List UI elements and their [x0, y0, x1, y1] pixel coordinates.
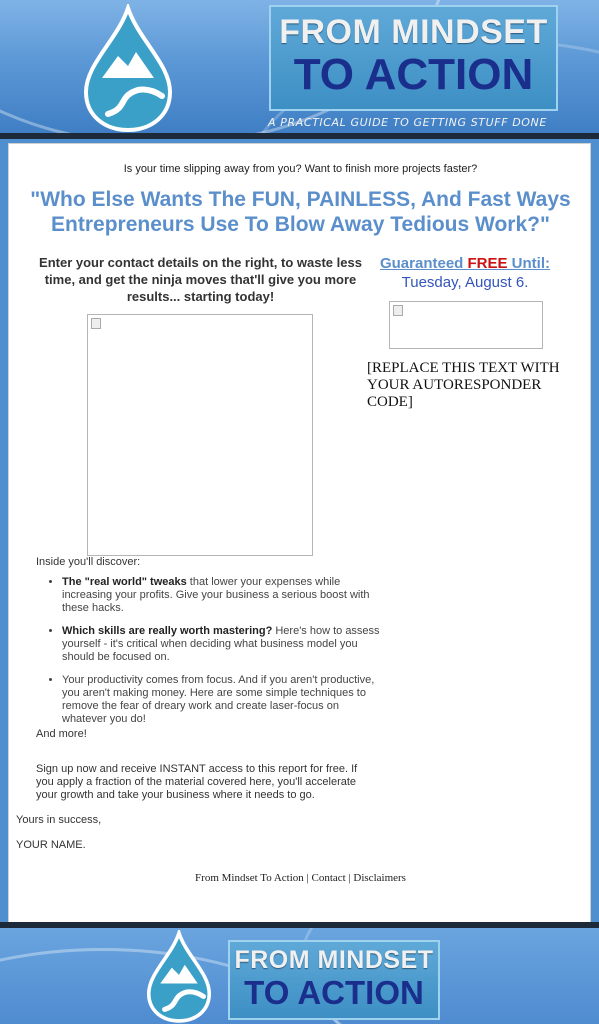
autoresponder-placeholder: [REPLACE THIS TEXT WITH YOUR AUTORESPONDER CODE]	[367, 360, 560, 410]
bullet-text: that lower your expenses while increasing your profits. Give your business a serious boost with these hacks.	[62, 576, 370, 614]
bullet-text: Your productivity comes from focus. And if you aren't productive, you aren't making money. Here are some simple techniques to remove the fear of dreary work and create laser-focus on whatever you do!	[62, 674, 375, 725]
contact-link[interactable]: Contact	[311, 872, 346, 884]
broken-image-icon	[91, 318, 101, 329]
list-item	[62, 576, 382, 615]
logo-line2: TO ACTION	[293, 50, 534, 99]
author-name: YOUR NAME.	[16, 839, 86, 851]
separator: |	[345, 872, 354, 884]
guarantee-link[interactable]	[380, 255, 550, 272]
and-more: And more!	[36, 728, 87, 740]
footer-banner	[0, 928, 599, 1024]
water-drop-mountain-icon	[78, 4, 178, 134]
main-content	[8, 143, 591, 923]
logo-line1: FROM MINDSET	[279, 13, 548, 51]
disclaimers-link[interactable]: Disclaimers	[353, 872, 406, 884]
footer-links	[9, 872, 592, 884]
guarantee-suffix: Until:	[507, 255, 551, 272]
header-banner	[0, 0, 599, 135]
logo[interactable]	[269, 5, 558, 111]
bullet-bold: The "real world" tweaks	[62, 576, 187, 588]
signoff: Yours in success,	[16, 814, 102, 826]
logo-line1: FROM MINDSET	[234, 946, 434, 974]
free-label: FREE	[467, 255, 508, 272]
intro-text: Enter your contact details on the right, to waste less time, and get the ninja moves that'll give you more results... starting today!	[39, 255, 362, 304]
optin-form-image[interactable]	[389, 301, 543, 349]
subheadline: Is your time slipping away from you? Want to finish more projects faster?	[123, 163, 478, 175]
benefits-list	[36, 576, 382, 736]
discover-label: Inside you'll discover:	[36, 556, 141, 568]
headline: "Who Else Wants The FUN, PAINLESS, And Fast Ways Entrepreneurs Use To Blow Away Tedious Work?"	[30, 188, 571, 236]
bullet-text: Here's how to assess yourself - it's critical when deciding what business model you should be focused on.	[62, 625, 380, 663]
site-link[interactable]: From Mindset To Action	[195, 872, 304, 884]
broken-image-icon	[393, 305, 403, 316]
footer-logo[interactable]	[228, 940, 440, 1020]
logo-line2: TO ACTION	[244, 974, 424, 1011]
product-cover-image	[87, 314, 313, 556]
tagline: A PRACTICAL GUIDE TO GETTING STUFF DONE	[268, 116, 547, 129]
bullet-bold: Which skills are really worth mastering?	[62, 625, 273, 637]
guarantee-prefix: Guaranteed	[379, 255, 468, 272]
deadline-date: Tuesday, August 6.	[401, 274, 529, 291]
divider	[0, 133, 599, 139]
water-drop-mountain-icon	[143, 930, 215, 1024]
list-item	[62, 674, 382, 726]
signup-text: Sign up now and receive INSTANT access to this report for free. If you apply a fraction of the material covered here, you'll accelerate your growth and take your business where it needs to go.	[36, 763, 358, 801]
separator: |	[303, 872, 312, 884]
guarantee-heading	[359, 255, 571, 273]
list-item	[62, 625, 382, 664]
